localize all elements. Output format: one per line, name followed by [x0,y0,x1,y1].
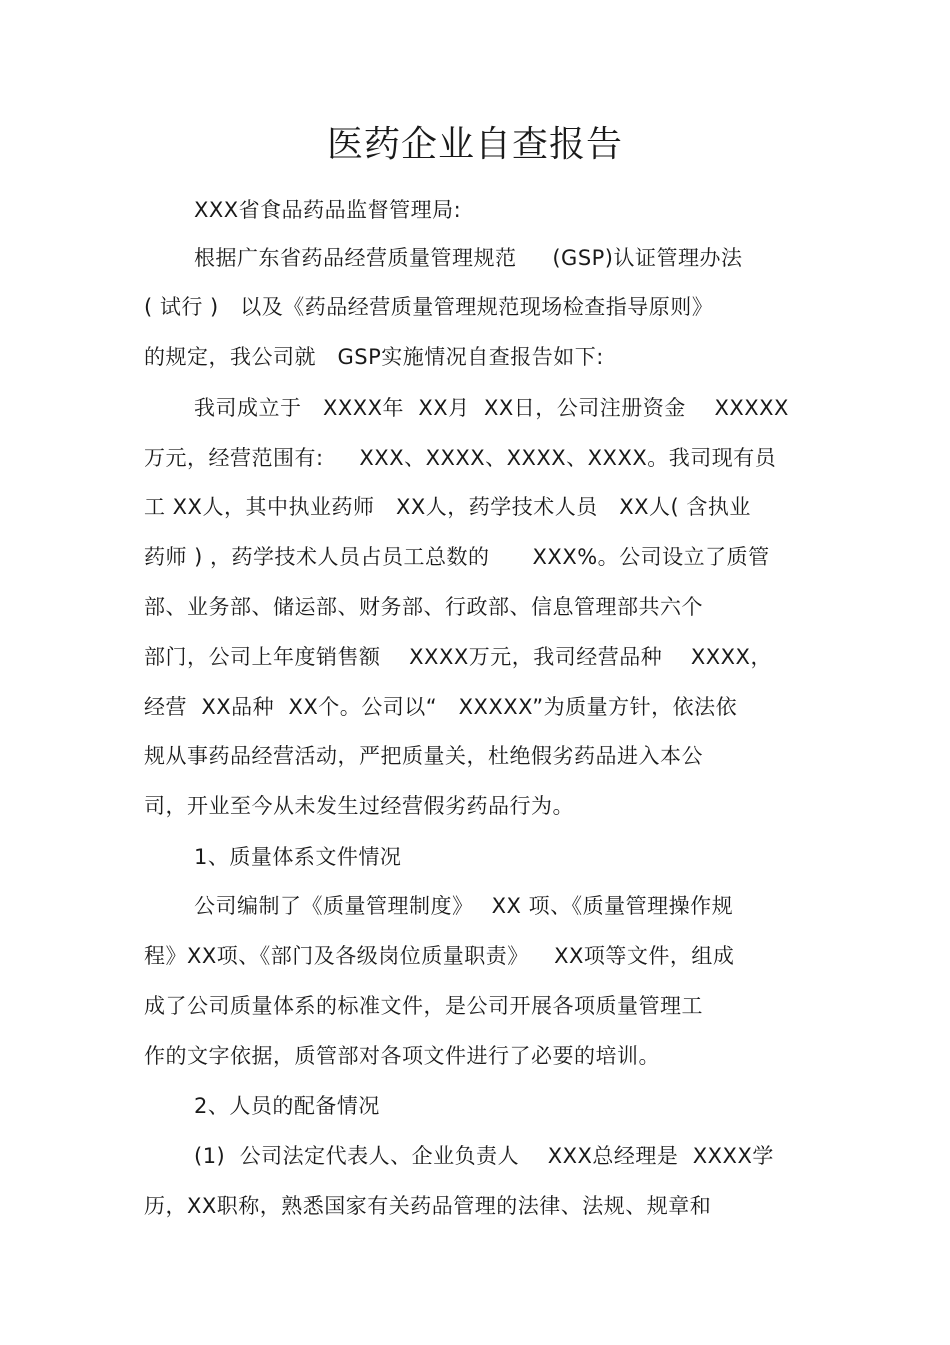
body-line: ( 试行 ) 以及《药品经营质量管理规范现场检查指导原则》 [144,295,714,319]
body-line: 根据广东省药品经营质量管理规范 (GSP)认证管理办法 [194,246,743,270]
body-line: 成了公司质量体系的标准文件，是公司开展各项质量管理工 [144,994,703,1018]
section-heading: 2、人员的配备情况 [194,1094,380,1118]
body-line: 规从事药品经营活动，严把质量关，杜绝假劣药品进入本公 [144,744,703,768]
body-line: 公司编制了《质量管理制度》 XX 项、《质量管理操作规 [194,894,734,918]
body-line: 的规定，我公司就 GSP实施情况自查报告如下: [144,345,604,369]
body-line: 历，XX职称，熟悉国家有关药品管理的法律、法规、规章和 [144,1194,712,1218]
body-line: 部、业务部、储运部、财务部、行政部、信息管理部共六个 [144,595,703,619]
body-line: 司，开业至今从未发生过经营假劣药品行为。 [144,794,574,818]
addressee-line: XXX省食品药品监督管理局: [194,198,462,222]
body-line: (1) 公司法定代表人、企业负责人 XXX总经理是 XXXX学 [194,1144,774,1168]
document-title: 医药企业自查报告 [326,124,623,165]
body-line: 部门，公司上年度销售额 XXXX万元，我司经营品种 XXXX， [144,645,772,669]
body-line: 万元，经营范围有: XXX、XXXX、XXXX、XXXX。我司现有员 [144,446,777,470]
section-heading: 1、质量体系文件情况 [194,845,402,869]
body-line: 药师 ) ，药学技术人员占员工总数的 XXX%。公司设立了质管 [144,545,770,569]
body-line: 工 XX人，其中执业药师 XX人，药学技术人员 XX人( 含执业 [144,495,751,519]
body-line: 作的文字依据，质管部对各项文件进行了必要的培训。 [144,1044,660,1068]
body-line: 程》XX项、《部门及各级岗位质量职责》 XX项等文件，组成 [144,944,735,968]
body-line: 经营 XX品种 XX个。公司以“ XXXXX”为质量方针，依法依 [144,695,738,719]
body-line: 我司成立于 XXXX年 XX月 XX日，公司注册资金 XXXXX [194,396,789,420]
